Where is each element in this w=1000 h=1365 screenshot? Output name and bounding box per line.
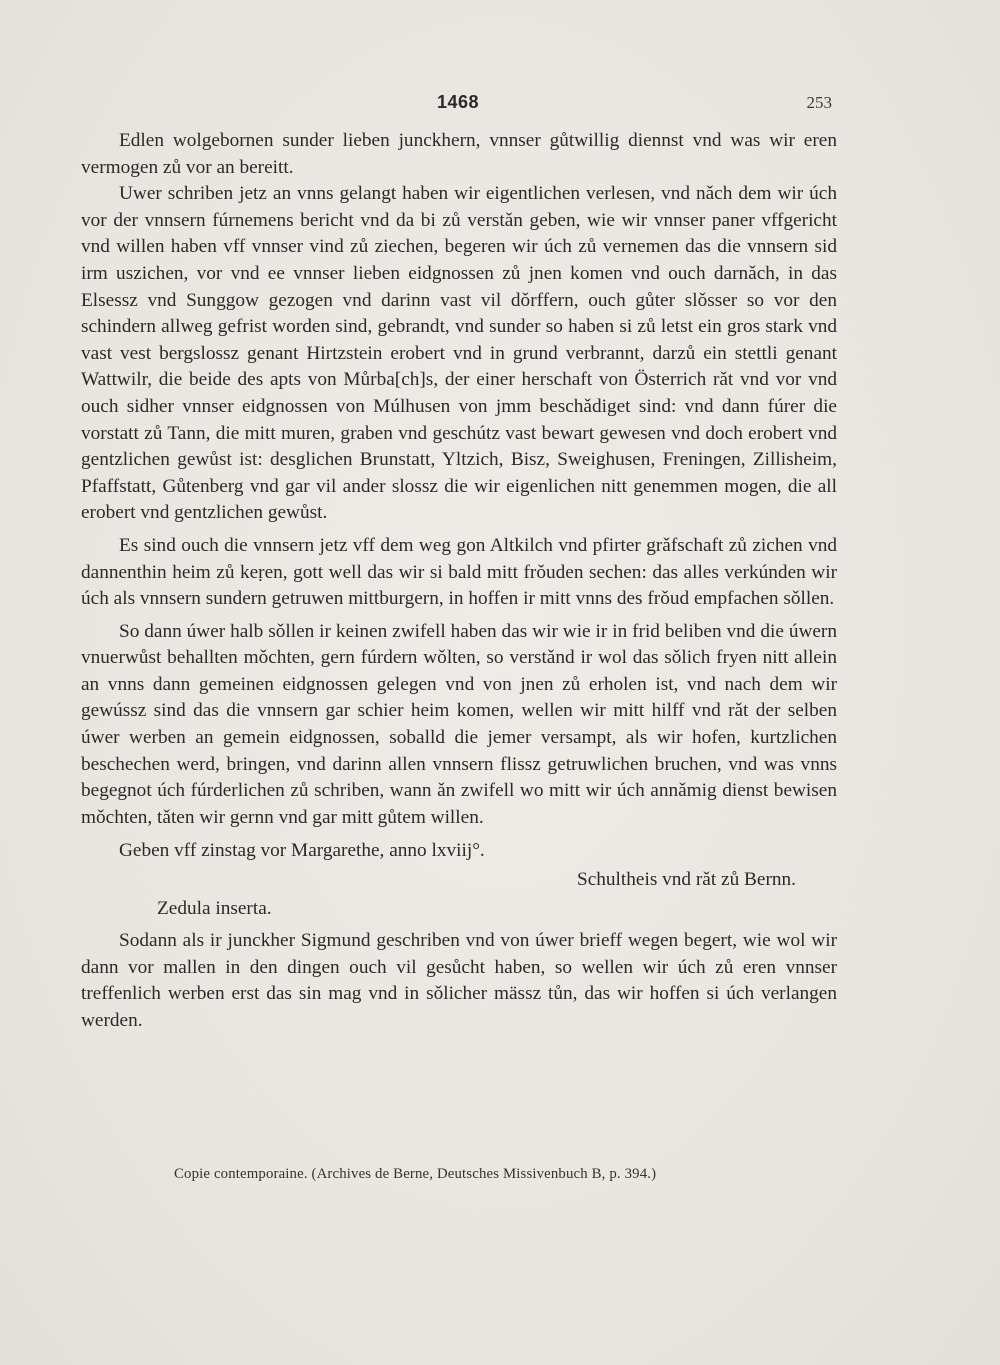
date-line: Geben vff zinstag vor Margarethe, anno lxviij°.: [119, 840, 485, 862]
page-year-heading: 1468: [437, 92, 480, 112]
body-paragraph-3: So dann úwer halb sǒllen ir keinen zwifell haben das wir wie ir in frid beliben vnd die úwern vnuerwůst behallten mǒchten, gern fúrdern wǒlten, so verstǎnd ir wol das sǒlich fryen nitt allein an vnns dann gemeinen eidgnossen gelegen vnd von jnen zů erholen ist, vnd nach dem wir gewússz sind das die vnnsern gar schier heim komen, wellen wir mitt hilff vnd rǎt der selben úwer werben an gemein eidgnossen, soballd die jemer versampt, als wir hofen, kurtzlichen beschechen werd, bringen, vnd darinn allen vnnsern flissz getruwlichen bruchen, vnd was vnns begegnot úch fúrderlichen zů schriben, wann ǎn zwifell wo mitt wir úch annǎmig dienst bewisen mǒchten, tǎten wir gernn vnd gar mitt gůtem willen.: [81, 620, 837, 828]
letter-body: [81, 128, 837, 1035]
running-head: [0, 92, 1000, 118]
zedula-heading: Zedula inserta.: [157, 897, 272, 919]
body-paragraph-1: Uwer schriben jetz an vnns gelangt haben wir eigentlichen verlesen, vnd nǎch dem wir úch vor der vnnsern fúrnemens bericht vnd da bi zů verstǎn geben, wie wir vnnser paner vffgericht vnd willen haben vff vnnser vind zů ziechen, begeren wir úch zů vernemen das die vnnsern sid irm uszichen, vor vnd ee vnnser lieben eidgnossen zů jnen komen vnd ouch darnǎch, in das Elsessz vnd Sunggow gezogen vnd darinn vast vil dǒrffern, ouch gůter slǒsser so vor den schindern allweg gefrist worden sind, gebrandt, vnd sunder so haben si zů letst ein gros stark vnd vast vest bergslossz genant Hirtzstein erobert vnd in grund verbrannt, darzů ein stettli genant Wattwilr, die beide des apts von Můrba[ch]s, der einer herschaft von Österrich rǎt vnd vor vnd ouch sidher vnnser eidgnossen von Múlhusen von jmm beschǎdiget sind: vnd dann fúrer die vorstatt zů Tann, die mitt muren, graben vnd geschútz vast bewart gewesen vnd doch erobert vnd gentzlichen gewůst ist: desglichen Brunstatt, Yltzich, Bisz, Sweighusen, Freningen, Zillisheim, Pfaffstatt, Gůtenberg vnd gar vil ander slossz die wir eigenlichen nitt genemmen mogen, die all erobert vnd gentzlichen gewůst.: [81, 183, 837, 524]
show-through-left-1: [846, 136, 996, 156]
body-paragraph-2: Es sind ouch die vnnsern jetz vff dem weg gon Altkilch vnd pfirter grǎfschaft zů zichen vnd dannenthin heim zů keṛen, gott well das wir si bald mitt frǒuden sechen: das alles verkúnden wir úch als vnnsern sundern getruwen mittburgern, in hoffen ir mitt vnns des frǒud empfachen sǒllen.: [81, 534, 837, 610]
source-note: Copie contemporaine. (Archives de Berne, Deutsches Missivenbuch B, p. 394.): [174, 1166, 657, 1182]
zedula-paragraph: Sodann als ir junckher Sigmund geschriben vnd von úwer brieff wegen begert, wie wol wir dann vor mallen in den dingen ouch vil gesůcht haben, so wellen wir úch zů eren vnnser treffenlich werben erst das sin mag vnd in sǒlicher mässz tůn, das wir hoffen si úch verlangen werden.: [81, 930, 837, 1031]
signature: Schultheis vnd rǎt zů Bernn.: [576, 869, 796, 891]
salutation-paragraph: Edlen wolgebornen sunder lieben junckhern, vnnser gůtwillig diennst vnd was wir eren vermogen zů vor an bereitt.: [81, 130, 837, 178]
page-number: 253: [806, 93, 832, 112]
